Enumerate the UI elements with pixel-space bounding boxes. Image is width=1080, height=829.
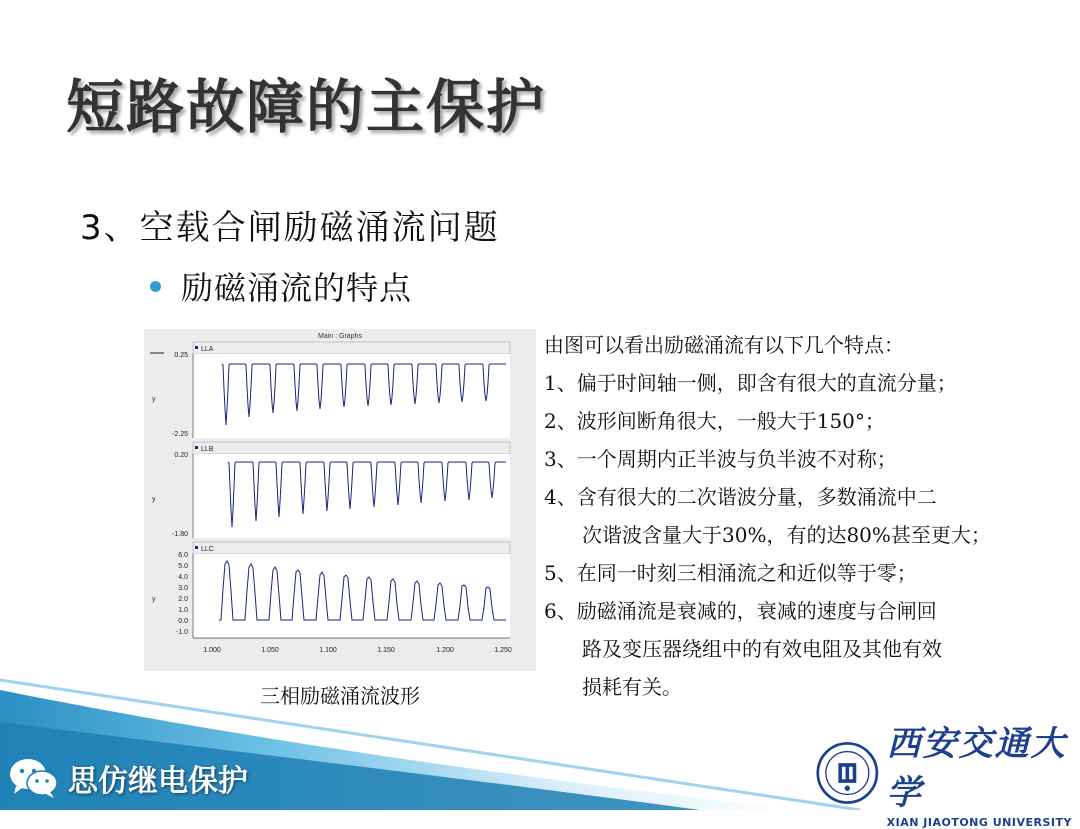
- x-tick-1200: 1.200: [436, 647, 454, 654]
- university-name-cn: 西安交通大学: [886, 724, 1067, 813]
- x-tick-1000: 1.000: [203, 647, 221, 654]
- university-name-en: XIAN JIAOTONG UNIVERSITY: [886, 816, 1072, 829]
- bullet-dot-icon: [150, 281, 161, 292]
- panel-llb-ytick-top: 0.20: [174, 452, 188, 459]
- list-item-continuation: 次谐波含量大于30%，有的达80%甚至更大；: [582, 523, 991, 547]
- list-item: 5、在同一时刻三相涌流之和近似等于零；: [544, 561, 917, 585]
- graph-panel-llb: [152, 442, 510, 538]
- panel-llc-ytick-3: 3.0: [178, 585, 188, 592]
- section-heading: 3、空载合闸励磁涌流问题: [80, 208, 500, 248]
- list-item: 1、偏于时间轴一侧，即含有很大的直流分量；: [544, 371, 957, 395]
- bullet-row: [150, 263, 412, 309]
- panel-lla-ytick-top: 0.25: [174, 352, 188, 359]
- panel-llc-ylabel: y: [152, 596, 156, 603]
- slide-title: 短路故障的主保护: [66, 73, 547, 141]
- panel-llb-ylabel: y: [152, 496, 156, 503]
- panel-label-llb: LLB: [201, 446, 214, 453]
- brand-name: 思仿继电保护: [68, 764, 248, 799]
- inrush-waveform-graph: [144, 329, 536, 671]
- x-tick-1100: 1.100: [319, 647, 337, 654]
- panel-llc-ytick-1: 1.0: [178, 607, 188, 614]
- list-item-continuation: 损耗有关。: [582, 675, 682, 699]
- graph-caption: 三相励磁涌流波形: [260, 684, 420, 708]
- panel-llb-ytick-bottom: -1.80: [172, 531, 188, 538]
- panel-label-lla: LLA: [201, 346, 214, 353]
- panel-llc-ytick-4: 4.0: [178, 574, 188, 581]
- panel-llc-ytick-6: 6.0: [178, 552, 188, 559]
- characteristics-intro: 由图可以看出励磁涌流有以下几个特点：: [544, 333, 904, 357]
- x-tick-1150: 1.150: [377, 647, 395, 654]
- list-item: 6、励磁涌流是衰减的，衰减的速度与合闸回: [544, 599, 937, 623]
- panel-label-llc: LLC: [201, 546, 214, 553]
- list-item: 2、波形间断角很大，一般大于150°；: [544, 409, 885, 433]
- list-item-continuation: 路及变压器绕组中的有效电阻及其他有效: [582, 637, 942, 661]
- panel-llc-ytick-5: 5.0: [178, 563, 188, 570]
- panel-lla-ylabel: y: [152, 396, 156, 403]
- list-item: 3、一个周期内正半波与负半波不对称；: [544, 447, 897, 471]
- panel-llc-ytick-m1: -1.0: [175, 629, 188, 636]
- x-tick-1050: 1.050: [261, 647, 279, 654]
- graph-window-title: Main : Graphs: [318, 333, 362, 340]
- university-logo: [816, 716, 1080, 829]
- graph-panel-llc: [152, 542, 510, 638]
- characteristics-list: [544, 326, 1044, 706]
- x-tick-1250: 1.250: [494, 647, 512, 654]
- panel-llc-ytick-2: 2.0: [178, 596, 188, 603]
- wechat-icon: [8, 756, 60, 800]
- bullet-text: 励磁涌流的特点: [181, 269, 413, 307]
- university-seal-icon: [816, 738, 879, 808]
- list-item: 4、含有很大的二次谐波分量，多数涌流中二: [544, 485, 937, 509]
- wechat-brand: [8, 756, 248, 800]
- graph-panel-lla: [152, 342, 510, 438]
- panel-lla-ytick-bottom: -2.25: [172, 431, 188, 438]
- university-name: [887, 716, 1080, 829]
- panel-llc-ytick-0: 0.0: [178, 618, 188, 625]
